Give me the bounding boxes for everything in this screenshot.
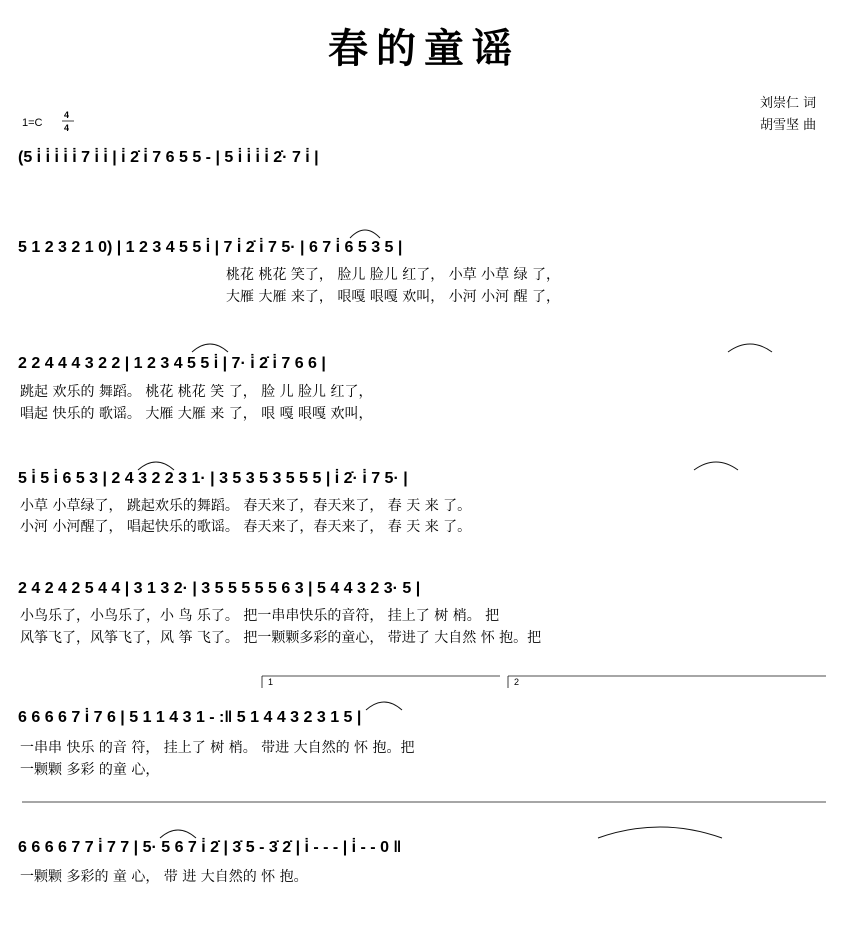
notation-line-2: 5 1 2 3 2 1 0) | 1 2 3 4 5 5 i̇ | 7 i̇ 2̇ i̇ 7 5· | 6 7 i̇ 6 5 3 5 | bbox=[18, 239, 403, 256]
key-signature: 1=C bbox=[22, 117, 43, 129]
composer-credit: 胡雪坚 曲 bbox=[760, 118, 817, 133]
notation-line-4: 5 i̇ 5 i̇ 6 5 3 | 2 4 3 2 2 3 1· | 3 5 3 5 3 5 5 5 | i̇ 2̇· i̇ 7 5· | bbox=[18, 470, 408, 487]
lyric-line-4-verse-1: 小草 小草绿了， 跳起欢乐的舞蹈。 春天来了，春天来了， 春 天 来 了。 bbox=[20, 498, 472, 514]
notation-line-5: 2 4 2 4 2 5 4 4 | 3 1 3 2· | 3 5 5 5 5 5 6 3 | 5 4 4 3 2 3· 5 | bbox=[18, 580, 421, 597]
lyric-line-6-verse-1: 一串串 快乐 的音 符， 挂上了 树 梢。 带进 大自然的 怀 抱。把 bbox=[20, 740, 415, 756]
lyric-line-4-verse-2: 小河 小河醒了， 唱起快乐的歌谣。 春天来了，春天来了， 春 天 来 了。 bbox=[20, 519, 472, 535]
time-signature-bottom: 4 bbox=[64, 123, 70, 133]
lyricist-credit: 刘崇仁 词 bbox=[760, 96, 817, 111]
lyric-line-3-verse-2: 唱起 快乐的 歌谣。 大雁 大雁 来 了， 哏 嘎 哏嘎 欢叫， bbox=[20, 406, 373, 422]
notation-line-1: (5 i̇ i̇ i̇ i̇ i̇ 7 i̇ i̇ | i̇ 2̇ i̇ 7 6 5 5 - | 5 i̇ i̇ i̇ i̇ 2̇· 7 i̇ | bbox=[18, 149, 319, 166]
notation-line-7: 6 6 6 6 7 7 i̇ 7 7 | 5· 5 6 7 i̇ 2̇ | 3̇ 5 - 3̇ 2̇ | i̇ - - - | i̇ - - 0 ‖ bbox=[18, 839, 402, 856]
lyric-line-3-verse-1: 跳起 欢乐的 舞蹈。 桃花 桃花 笑 了， 脸 儿 脸儿 红了， bbox=[20, 384, 373, 400]
lyric-line-2-verse-1: 桃花 桃花 笑了， 脸儿 脸儿 红了， 小草 小草 绿 了， bbox=[226, 267, 561, 283]
lyric-line-6-verse-2: 一颗颗 多彩 的童 心， bbox=[20, 762, 160, 778]
volta-brackets bbox=[262, 676, 826, 688]
song-title: 春的童谣 bbox=[328, 25, 520, 72]
lyric-line-5-verse-1: 小鸟乐了，小鸟乐了，小 鸟 乐了。 把一串串快乐的音符， 挂上了 树 梢。 把 bbox=[20, 608, 500, 624]
lyric-line-5-verse-2: 风筝飞了，风筝飞了，风 筝 飞了。 把一颗颗多彩的童心， 带进了 大自然 怀 抱。把 bbox=[20, 630, 542, 646]
lyric-line-7-verse-1: 一颗颗 多彩的 童 心， 带 进 大自然的 怀 抱。 bbox=[20, 869, 308, 885]
notation-line-3: 2 2 4 4 4 3 2 2 | 1 2 3 4 5 5 i̇ | 7· i̇ 2̇ i̇ 7 6 6 | bbox=[18, 355, 326, 372]
volta-1-number: 1 bbox=[268, 677, 274, 687]
lyric-line-2-verse-2: 大雁 大雁 来了， 哏嘎 哏嘎 欢叫， 小河 小河 醒 了， bbox=[226, 289, 561, 305]
volta-2-number: 2 bbox=[514, 677, 520, 687]
notation-line-6: 6 6 6 6 7 i̇ 7 6 | 5 1 1 4 3 1 - :‖ 5 1 4 4 3 2 3 1 5 | bbox=[18, 709, 362, 726]
time-signature-top: 4 bbox=[64, 110, 70, 120]
